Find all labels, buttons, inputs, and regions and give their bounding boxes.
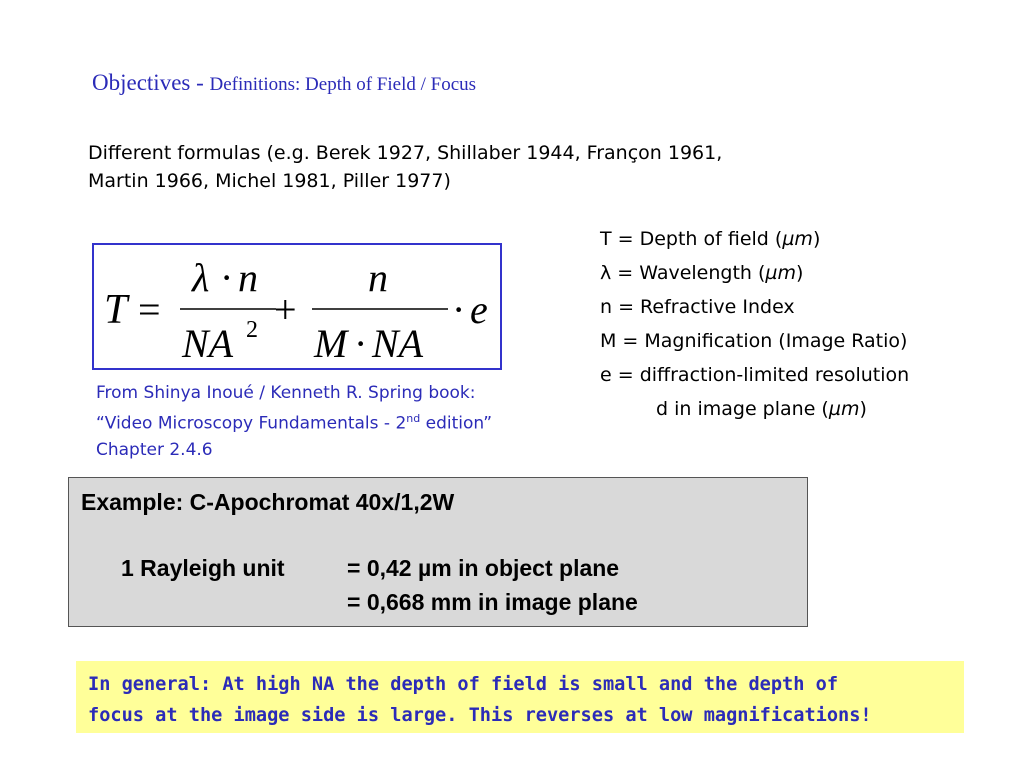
formula-equals: = <box>138 287 161 332</box>
definition-M: M = Magnification (Image Ratio) <box>600 330 908 352</box>
formula-NA-2: NA <box>372 321 424 366</box>
definition-lambda: λ = Wavelength (µm) <box>600 262 804 284</box>
example-heading: Example: C-Apochromat 40x/1,2W <box>81 489 455 515</box>
intro-line-2: Martin 1966, Michel 1981, Piller 1977) <box>88 170 451 192</box>
general-note <box>76 661 964 733</box>
formula-dot-1: · <box>220 255 234 300</box>
source-citation <box>96 380 492 463</box>
formula-dot-3: · <box>452 287 466 332</box>
formula-squared: 2 <box>246 317 258 343</box>
image-plane-value: = 0,668 mm in image plane <box>347 589 638 615</box>
intro-line-1: Different formulas (e.g. Berek 1927, Shillaber 1944, Françon 1961, <box>88 142 723 164</box>
note-line-2: focus at the image side is large. This reverses at low magnifications! <box>88 705 872 726</box>
formula-T: T <box>104 287 128 333</box>
formula-n-1: n <box>238 255 258 300</box>
example-box <box>68 477 808 627</box>
variable-definitions <box>600 222 909 426</box>
formula-dot-2: · <box>354 321 368 366</box>
title-main: Objectives - <box>92 70 210 95</box>
formula-M: M <box>314 321 348 366</box>
rayleigh-unit-label: 1 Rayleigh unit <box>121 555 285 581</box>
formula-plus: + <box>274 287 297 332</box>
definition-e: e = diffraction-limited resolution <box>600 364 910 386</box>
source-line-2: “Video Microscopy Fundamentals - 2nd edition” <box>96 412 493 434</box>
slide-title <box>92 70 476 96</box>
depth-of-field-formula <box>94 245 500 368</box>
object-plane-value: = 0,42 µm in object plane <box>347 555 620 581</box>
definition-e-continued: d in image plane (µm) <box>656 398 867 420</box>
source-line-1: From Shinya Inoué / Kenneth R. Spring book: <box>96 383 476 403</box>
source-line-3: Chapter 2.4.6 <box>96 439 213 460</box>
formula-NA-1: NA <box>182 321 234 366</box>
formula-box <box>92 243 502 370</box>
note-line-1: In general: At high NA the depth of field is small and the depth of <box>88 674 839 695</box>
definition-n: n = Refractive Index <box>600 296 795 318</box>
formula-lambda: λ <box>192 255 210 300</box>
intro-text <box>88 139 848 195</box>
definition-T: T = Depth of field (µm) <box>600 228 821 250</box>
formula-n-2: n <box>368 255 388 300</box>
formula-e: e <box>470 287 488 332</box>
title-subtitle: Definitions: Depth of Field / Focus <box>209 74 477 95</box>
